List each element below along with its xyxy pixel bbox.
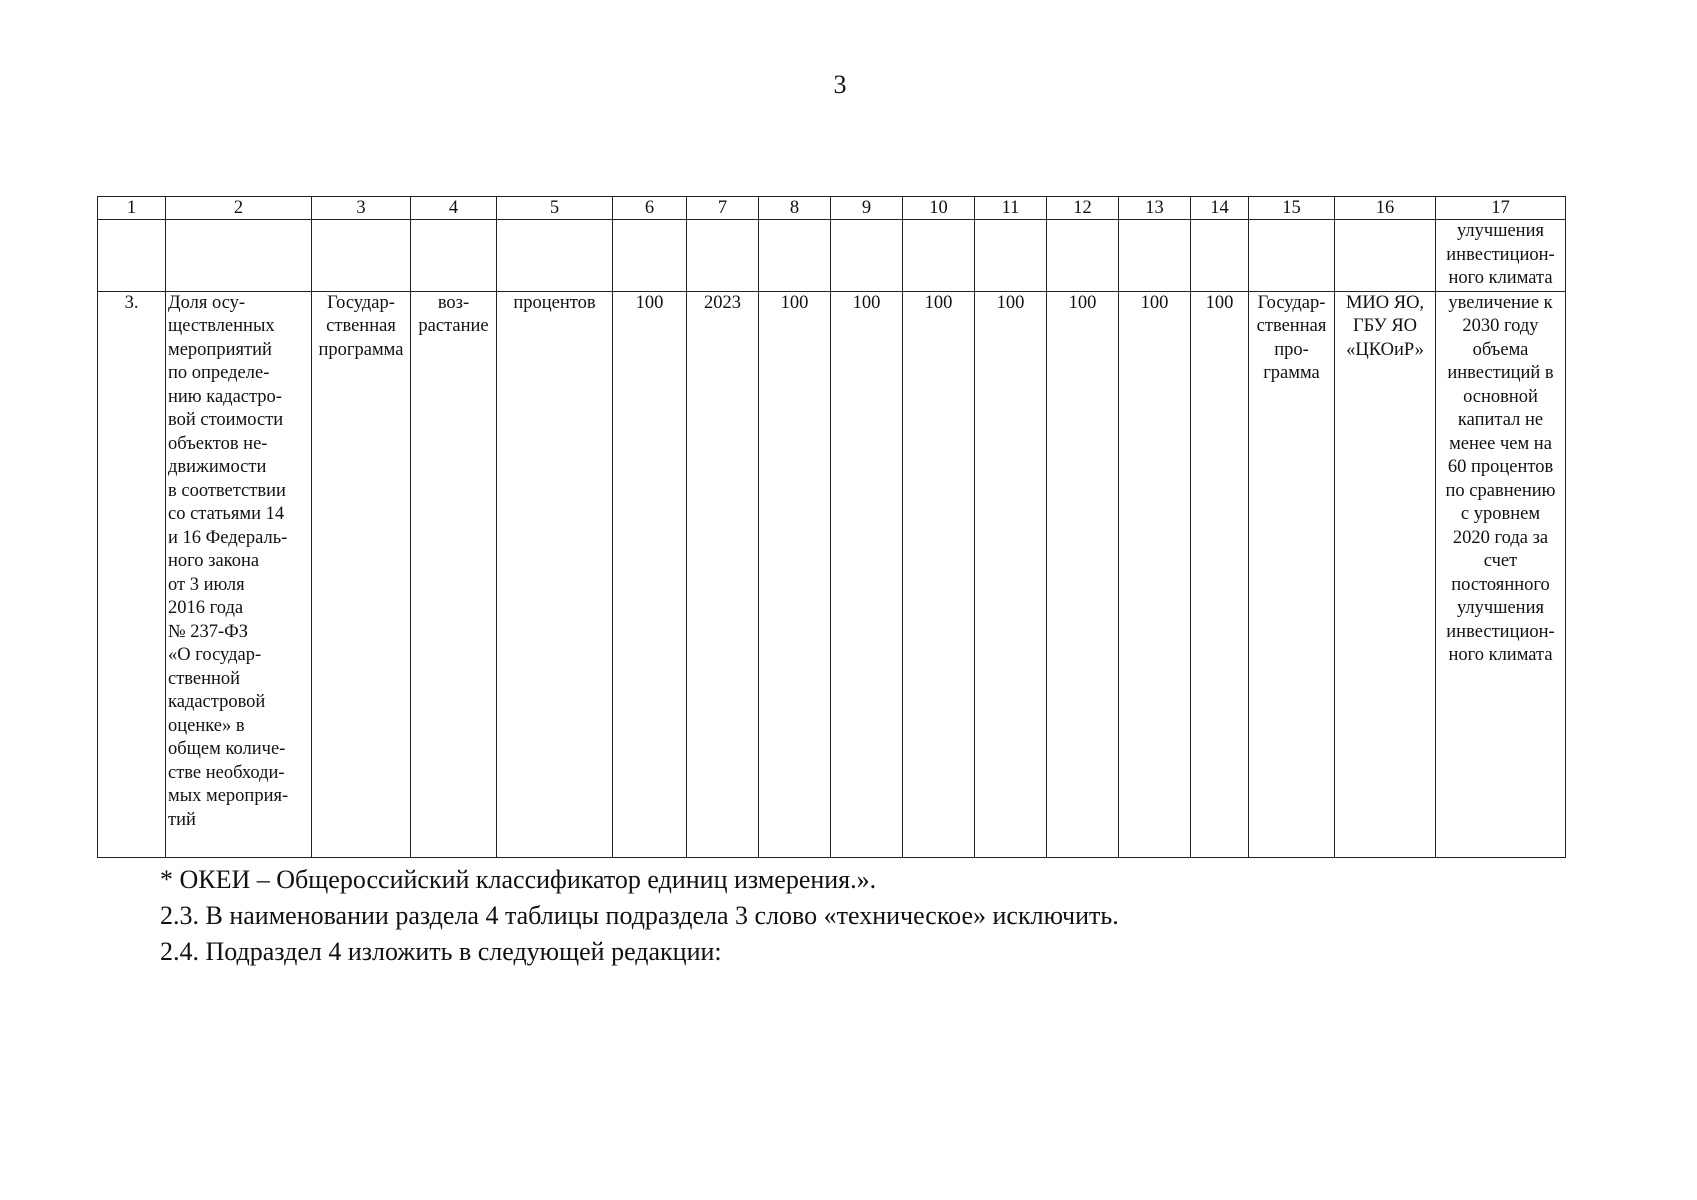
header-cell: 2	[166, 197, 312, 220]
continuation-text: улучшения инвестицион- ного климата	[1436, 220, 1566, 292]
base-value: 100	[613, 291, 687, 857]
header-cell: 17	[1436, 197, 1566, 220]
header-cell: 16	[1335, 197, 1436, 220]
value-cell: 100	[1119, 291, 1191, 857]
header-cell: 6	[613, 197, 687, 220]
indicator-unit: процентов	[497, 291, 613, 857]
header-row	[98, 197, 1566, 220]
empty-cell	[1191, 220, 1249, 292]
table-row	[98, 291, 1566, 857]
empty-cell	[903, 220, 975, 292]
item-2-4: 2.4. Подраздел 4 изложить в следующей редакции:	[160, 937, 722, 966]
responsible-body: МИО ЯО, ГБУ ЯО «ЦКОиР»	[1335, 291, 1436, 857]
header-cell: 10	[903, 197, 975, 220]
empty-cell	[1119, 220, 1191, 292]
empty-cell	[613, 220, 687, 292]
value-cell: 100	[759, 291, 831, 857]
header-cell: 15	[1249, 197, 1335, 220]
continuation-row	[98, 220, 1566, 292]
value-cell: 100	[1047, 291, 1119, 857]
indicators-table	[97, 196, 1566, 858]
indicator-name: Доля осу- ществленных мероприятий по определе- нию кадастро- вой стоимости объектов не- движимости в соответствии со статьями 14 и 16 Федераль- ного закона от 3 июля 2016 года № 237-ФЗ «О государ- ственной кадастровой оценке» в общем количе- стве необходи- мых мероприя- тий	[166, 291, 312, 857]
header-cell: 5	[497, 197, 613, 220]
header-cell: 1	[98, 197, 166, 220]
header-cell: 12	[1047, 197, 1119, 220]
empty-cell	[687, 220, 759, 292]
header-cell: 8	[759, 197, 831, 220]
empty-cell	[831, 220, 903, 292]
header-cell: 4	[411, 197, 497, 220]
header-cell: 3	[312, 197, 411, 220]
indicator-direction: воз- растание	[411, 291, 497, 857]
empty-cell	[759, 220, 831, 292]
header-cell: 9	[831, 197, 903, 220]
value-cell: 100	[903, 291, 975, 857]
row-number: 3.	[98, 291, 166, 857]
value-cell: 100	[975, 291, 1047, 857]
okei-footnote: * ОКЕИ – Общероссийский классификатор единиц измерения.».	[160, 865, 877, 894]
empty-cell	[411, 220, 497, 292]
empty-cell	[312, 220, 411, 292]
source-document: Государ- ственная про- грамма	[1249, 291, 1335, 857]
footer-text	[160, 862, 1119, 970]
header-cell: 7	[687, 197, 759, 220]
empty-cell	[1335, 220, 1436, 292]
item-2-3: 2.3. В наименовании раздела 4 таблицы подраздела 3 слово «техническое» исключить.	[160, 901, 1119, 930]
header-cell: 14	[1191, 197, 1249, 220]
empty-cell	[1047, 220, 1119, 292]
empty-cell	[166, 220, 312, 292]
page-number: 3	[833, 70, 847, 99]
indicator-type: Государ- ственная программа	[312, 291, 411, 857]
value-cell: 100	[831, 291, 903, 857]
empty-cell	[1249, 220, 1335, 292]
header-cell: 13	[1119, 197, 1191, 220]
header-cell: 11	[975, 197, 1047, 220]
goal-connection: увеличение к 2030 году объема инвестиций в основной капитал не менее чем на 60 процентов по сравнению с уровнем 2020 года за счет постоянного улучшения инвестицион- ного климата	[1436, 291, 1566, 857]
empty-cell	[497, 220, 613, 292]
empty-cell	[98, 220, 166, 292]
value-cell: 100	[1191, 291, 1249, 857]
base-year: 2023	[687, 291, 759, 857]
empty-cell	[975, 220, 1047, 292]
